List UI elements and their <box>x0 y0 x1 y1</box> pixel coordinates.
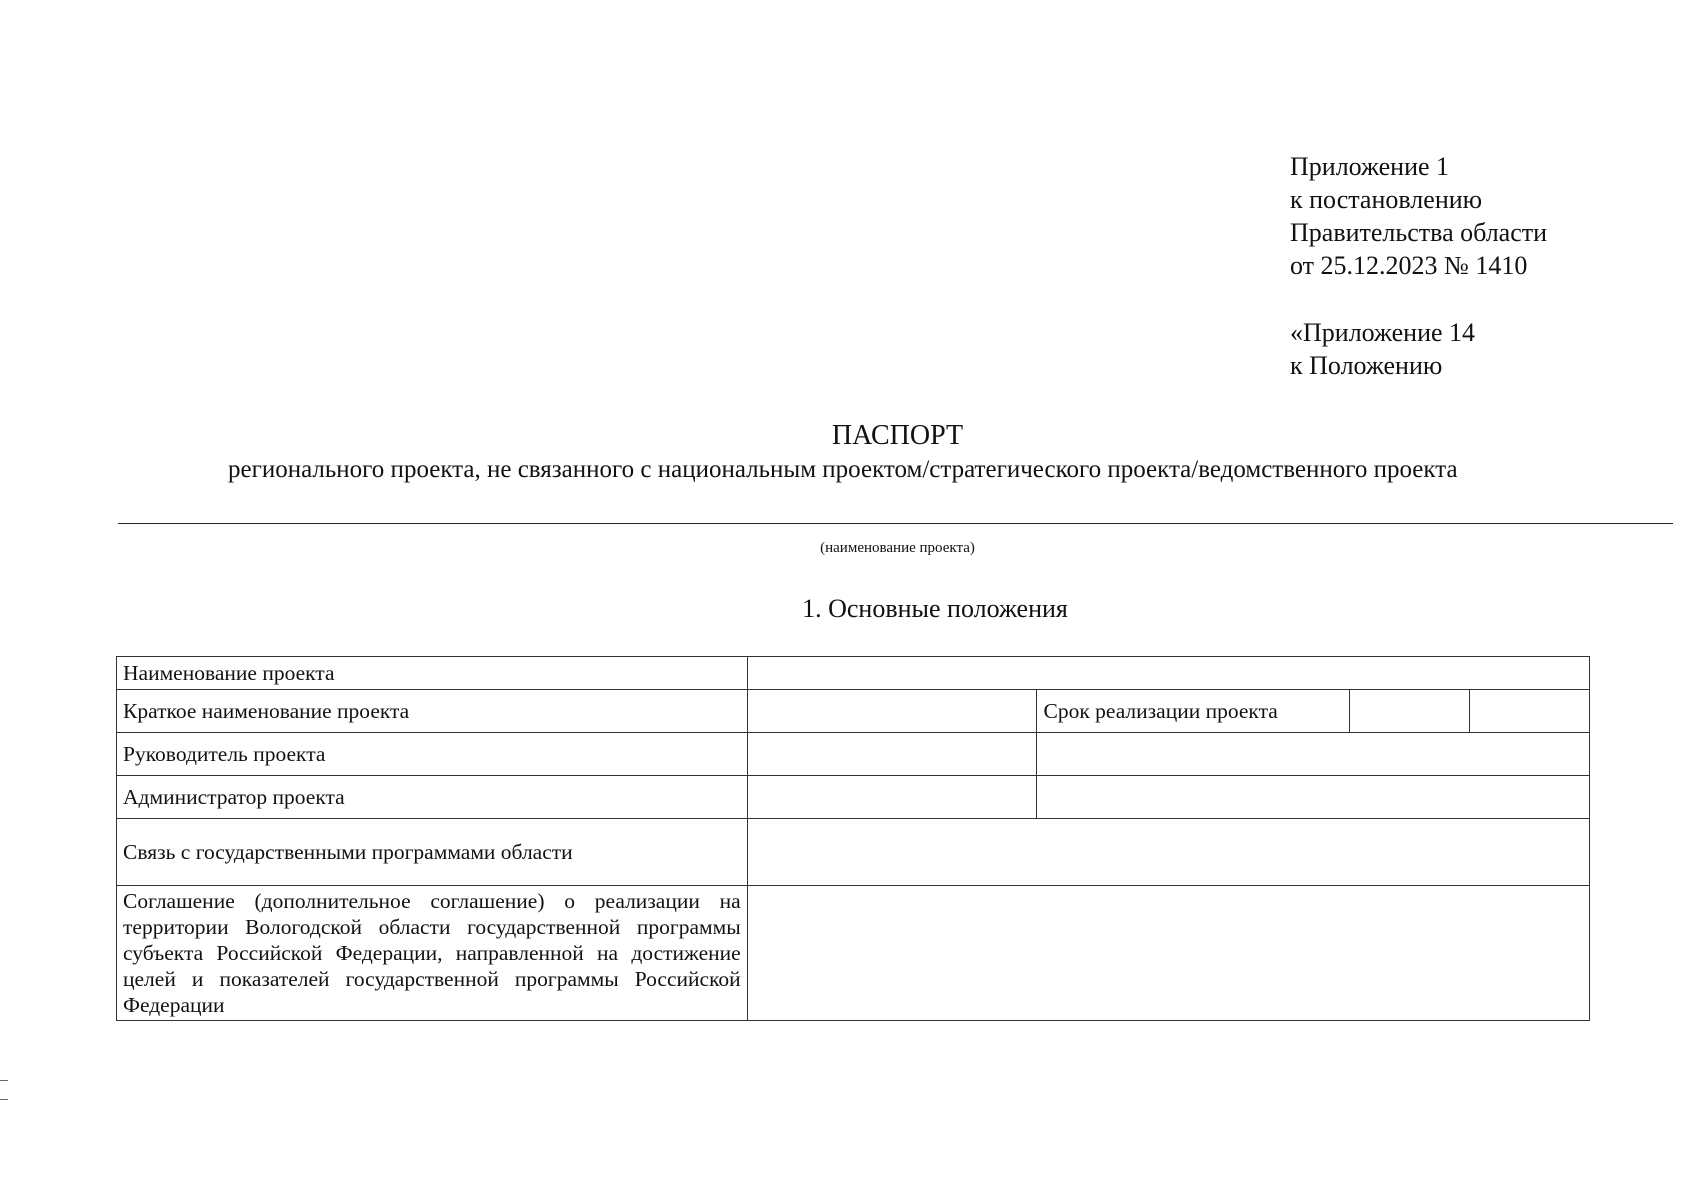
appendix-block <box>1290 150 1547 382</box>
administrator-value <box>747 776 1037 819</box>
margin-mark <box>0 1080 8 1100</box>
table-row <box>117 776 1590 819</box>
short-name-label: Краткое наименование проекта <box>117 690 748 733</box>
project-name-line <box>118 523 1673 524</box>
term-end-value <box>1470 690 1590 733</box>
table-row <box>117 657 1590 690</box>
project-name-caption: (наименование проекта) <box>820 540 975 556</box>
manager-position-value <box>1037 733 1590 776</box>
table-row <box>117 819 1590 886</box>
table-row <box>117 690 1590 733</box>
administrator-label: Администратор проекта <box>117 776 748 819</box>
appendix-line-3: Правительства области <box>1290 218 1548 247</box>
section-title: 1. Основные положения <box>802 594 1068 623</box>
manager-value <box>747 733 1037 776</box>
appendix-gap <box>1290 282 1547 316</box>
agreement-value <box>747 886 1589 1021</box>
passport-table <box>116 656 1590 1021</box>
document-subtitle: регионального проекта, не связанного с национальным проектом/стратегического проекта/ведомственного проекта <box>228 456 1458 483</box>
programs-link-value <box>747 819 1589 886</box>
project-name-value <box>747 657 1589 690</box>
table-row <box>117 733 1590 776</box>
manager-label: Руководитель проекта <box>117 733 748 776</box>
project-name-label: Наименование проекта <box>117 657 748 690</box>
document-title: ПАСПОРТ <box>831 420 964 451</box>
appendix-line-1: Приложение 1 <box>1290 152 1450 181</box>
inner-appendix-line-1: «Приложение 14 <box>1290 318 1476 347</box>
agreement-label: Соглашение (дополнительное соглашение) о реализации на территории Вологодской области государственной программы субъекта Российской Федерации, направленной на достижение целей и показателей государственной программы Российской Федерации <box>117 886 748 1021</box>
appendix-line-4: от 25.12.2023 № 1410 <box>1290 251 1528 280</box>
term-label: Срок реализации проекта <box>1037 690 1350 733</box>
appendix-line-2: к постановлению <box>1290 185 1483 214</box>
short-name-value <box>747 690 1037 733</box>
inner-appendix-line-2: к Положению <box>1290 351 1443 380</box>
programs-link-label: Связь с государственными программами области <box>117 819 748 886</box>
term-start-value <box>1350 690 1470 733</box>
table-row <box>117 886 1590 1021</box>
administrator-position-value <box>1037 776 1590 819</box>
